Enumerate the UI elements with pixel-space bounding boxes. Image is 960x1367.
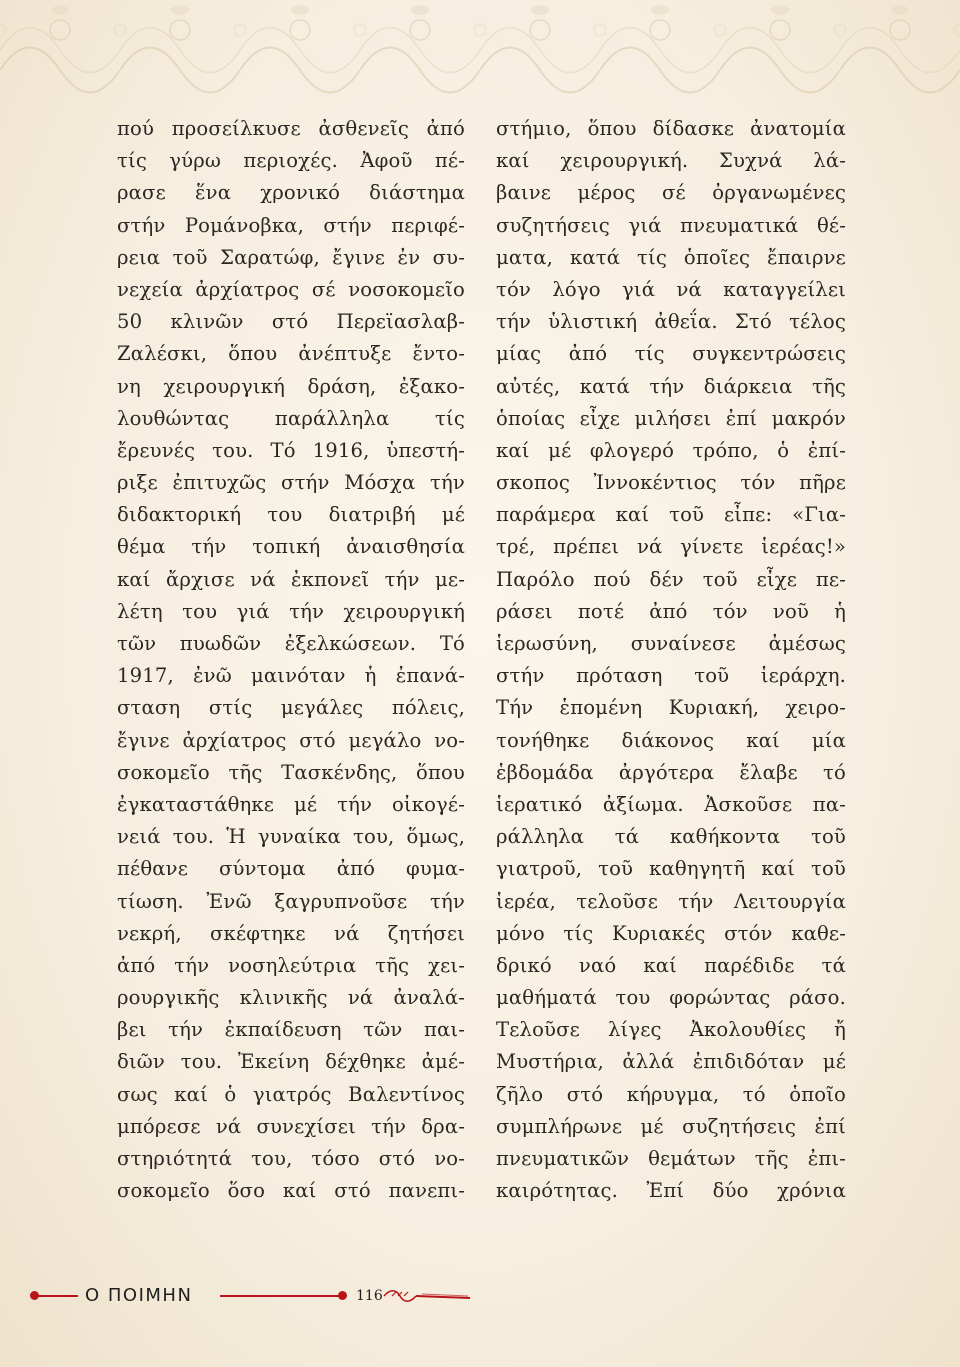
text-line: σως καί ὁ γιατρός Βαλεντίνος: [117, 1082, 465, 1106]
text-line: ματα, κατά τίς ὁποῖες ἔπαιρνε: [496, 245, 846, 269]
text-line: τίωση. Ἐνῶ ξαγρυπνοῦσε τήν: [117, 889, 465, 913]
text-line: στήμιο, ὅπου δίδασκε ἀνατομία: [496, 117, 846, 140]
text-line: ἀπό τήν νοσηλεύτρια τῆς χει-: [117, 953, 465, 977]
text-line: ὁποίας εἶχε μιλήσει ἐπί μακρόν: [496, 406, 846, 430]
text-line: καί χειρουργική. Συχνά λά-: [496, 149, 846, 173]
text-line: καιρότητας. Ἐπί δύο χρόνια: [496, 1179, 846, 1203]
text-line: 50 κλινῶν στό Περεϊασλαβ-: [117, 310, 465, 334]
page-number: 116: [356, 1288, 383, 1304]
text-line: θέμα τήν τοπική ἀναισθησία: [117, 535, 465, 559]
text-line: νη χειρουργική δράση, ἐξακο-: [117, 374, 465, 398]
magazine-name: Ο ΠΟΙΜΗΝ: [85, 1285, 193, 1306]
text-line: ράλληλα τά καθήκοντα τοῦ: [496, 825, 846, 849]
text-line: τρέ, πρέπει νά γίνετε ἱερέας!»: [496, 535, 846, 559]
text-line: μαθήματά του φορώντας ράσο.: [496, 986, 846, 1010]
text-line: γιατροῦ, τοῦ καθηγητῆ καί τοῦ: [496, 857, 846, 881]
text-line: ἱερέα, τελοῦσε τήν Λειτουργία: [496, 889, 846, 913]
text-line: πνευματικῶν θεμάτων τῆς ἐπι-: [496, 1147, 846, 1170]
article-right-column: [496, 113, 846, 1207]
text-line: βει τήν ἐκπαίδευση τῶν παι-: [117, 1018, 465, 1042]
text-line: ἑβδομάδα ἀργότερα ἔλαβε τό: [496, 760, 846, 784]
text-line: τονήθηκε διάκονος καί μία: [496, 728, 846, 752]
text-line: καί μέ φλογερό τρόπο, ὁ ἐπί-: [496, 438, 846, 462]
text-line: πέθανε σύντομα ἀπό φυμα-: [117, 857, 465, 881]
text-line: ζῆλο στό κήρυγμα, τό ὁποῖο: [496, 1082, 846, 1106]
text-line: Ζαλέσκι, ὅπου ἀνέπτυξε ἔντο-: [117, 342, 465, 366]
text-line: ριξε ἐπιτυχῶς στήν Μόσχα τήν: [117, 471, 465, 495]
text-line: ἐγκαταστάθηκε μέ τήν οἰκογέ-: [117, 792, 465, 816]
text-line: στήν Ρομάνοβκα, στήν περιφέ-: [117, 213, 465, 237]
text-line: σταση στίς μεγάλες πόλεις,: [117, 696, 465, 720]
text-line: νεχεία ἀρχίατρος σέ νοσοκομεῖο: [117, 277, 465, 301]
text-line: τῶν πυωδῶν ἐξελκώσεων. Τό: [117, 632, 465, 655]
text-line: Παρόλο πού δέν τοῦ εἶχε πε-: [496, 567, 846, 591]
text-line: 1917, ἐνῶ μαινόταν ἡ ἐπανά-: [117, 664, 465, 688]
text-line: ρουργικῆς κλινικῆς νά ἀναλά-: [117, 986, 465, 1010]
text-line: βαινε μέρος σέ ὀργανωμένες: [496, 181, 846, 205]
text-line: τίς γύρω περιοχές. Ἀφοῦ πέ-: [117, 149, 465, 173]
text-line: ἔρευνές του. Τό 1916, ὑπεστή-: [117, 438, 465, 462]
text-line: στηριότητά του, τόσο στό νο-: [117, 1147, 465, 1170]
footer-rule-right: [220, 1295, 340, 1297]
text-line: παράμερα καί τοῦ εἶπε: «Για-: [496, 503, 846, 527]
text-line: ράσει ποτέ ἀπό τόν νοῦ ἡ: [496, 599, 846, 623]
text-line: σκοπος Ἰννοκέντιος τόν πῆρε: [496, 471, 846, 495]
text-line: σοκομεῖο ὅσο καί στό πανεπι-: [117, 1179, 465, 1203]
text-line: νεκρή, σκέφτηκε νά ζητήσει: [117, 921, 465, 945]
text-line: ρεια τοῦ Σαρατώφ, ἔγινε ἐν συ-: [117, 245, 465, 269]
decorative-header-ornament: [0, 0, 960, 105]
text-line: διδακτορική του διατριβή μέ: [117, 503, 465, 527]
text-line: ἔγινε ἀρχίατρος στό μεγάλο νο-: [117, 728, 465, 752]
text-line: σοκομεῖο τῆς Τασκένδης, ὅπου: [117, 760, 465, 784]
text-line: ἱερωσύνη, συναίνεσε ἀμέσως: [496, 632, 846, 655]
text-line: συμπλήρωνε μέ συζητήσεις ἐπί: [496, 1114, 846, 1138]
text-line: καί ἄρχισε νά ἐκπονεῖ τήν με-: [117, 567, 465, 591]
flourish-icon: [382, 1287, 472, 1305]
text-line: στήν πρόταση τοῦ ἱεράρχη.: [496, 664, 846, 688]
text-line: μπόρεσε νά συνεχίσει τήν δρα-: [117, 1114, 465, 1138]
text-line: Τήν ἑπομένη Κυριακή, χειρο-: [496, 696, 846, 720]
text-line: διῶν του. Ἐκείνη δέχθηκε ἀμέ-: [117, 1050, 465, 1074]
text-line: δρικό ναό καί παρέδιδε τά: [496, 953, 846, 977]
page-footer: [30, 1284, 450, 1308]
text-line: Μυστήρια, ἀλλά ἐπιδιδόταν μέ: [496, 1050, 846, 1074]
text-line: τήν ὑλιστική ἀθεΐα. Στό τέλος: [496, 310, 846, 334]
text-line: ἱερατικό ἀξίωμα. Ἀσκοῦσε πα-: [496, 792, 846, 816]
text-line: ρασε ἕνα χρονικό διάστημα: [117, 181, 465, 205]
text-line: λέτη του γιά τήν χειρουργική: [117, 599, 465, 623]
text-line: λουθώντας παράλληλα τίς: [117, 406, 465, 430]
footer-dot-icon: [338, 1291, 347, 1300]
article-left-column: [117, 113, 465, 1207]
text-line: Τελοῦσε λίγες Ἀκολουθίες ἤ: [496, 1018, 846, 1042]
text-line: συζητήσεις γιά πνευματικά θέ-: [496, 213, 846, 237]
text-line: αὐτές, κατά τήν διάρκεια τῆς: [496, 374, 846, 398]
text-line: νειά του. Ἡ γυναίκα του, ὅμως,: [117, 825, 465, 849]
text-line: τόν λόγο γιά νά καταγγείλει: [496, 277, 846, 301]
text-line: μίας ἀπό τίς συγκεντρώσεις: [496, 342, 846, 366]
text-line: μόνο τίς Κυριακές στόν καθε-: [496, 921, 846, 945]
text-line: πού προσείλκυσε ἀσθενεῖς ἀπό: [117, 117, 465, 140]
footer-rule-left: [36, 1295, 78, 1297]
